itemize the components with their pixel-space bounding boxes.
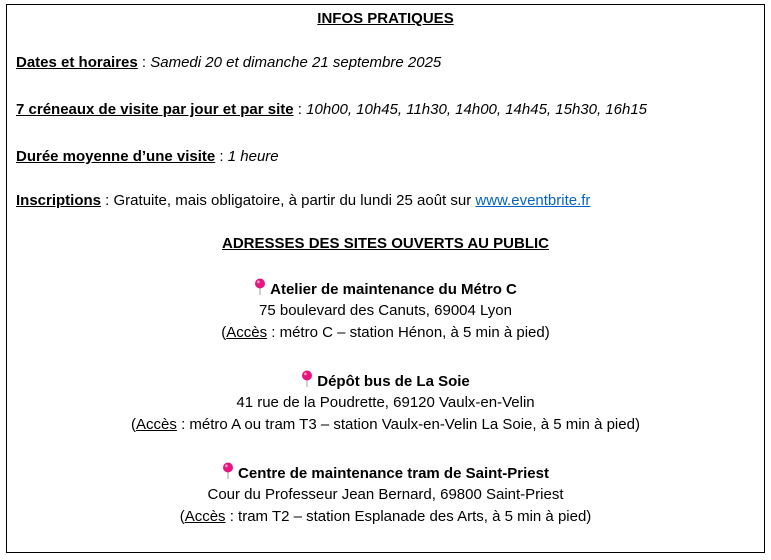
dates-separator: : — [137, 54, 151, 71]
registration-line — [16, 191, 590, 211]
duration-separator: : — [215, 148, 228, 165]
map-pin-icon — [254, 278, 266, 296]
site-2-name: Dépôt bus de La Soie — [317, 373, 470, 390]
duration-label: Durée moyenne d’une visite — [16, 148, 216, 165]
sites-heading: ADRESSES DES SITES OUVERTS AU PUBLIC — [222, 235, 549, 252]
site-1-name-line — [7, 278, 764, 301]
site-2-access — [7, 414, 764, 436]
slots-value: 10h00, 10h45, 11h30, 14h00, 14h45, 15h30, 16h15 — [306, 101, 648, 118]
site-3-access-open: ( — [179, 508, 185, 525]
site-1-access — [7, 322, 764, 344]
site-3-name-line — [7, 462, 764, 485]
slots-label: 7 créneaux de visite par jour et par site — [16, 101, 294, 118]
site-3-access-word: Accès — [184, 508, 226, 525]
dates-value: Samedi 20 et dimanche 21 septembre 2025 — [150, 54, 442, 71]
dates-label: Dates et horaires — [16, 54, 138, 71]
site-1-name: Atelier de maintenance du Métro C — [270, 281, 517, 298]
site-1-access-text: : métro C – station Hénon, à 5 min à pied) — [267, 324, 550, 341]
site-3-address: Cour du Professeur Jean Bernard, 69800 Saint-Priest — [207, 486, 564, 503]
info-box — [6, 4, 765, 553]
slots-separator: : — [293, 101, 307, 118]
site-2-access-text: : métro A ou tram T3 – station Vaulx-en-Velin La Soie, à 5 min à pied) — [176, 416, 640, 433]
site-1-access-open: ( — [221, 324, 227, 341]
slots-line — [16, 100, 647, 120]
site-2-access-word: Accès — [136, 416, 177, 433]
map-pin-icon — [301, 370, 313, 388]
site-3-access-text: : tram T2 – station Esplanade des Arts, à 5 min à pied) — [225, 508, 592, 525]
eventbrite-link[interactable]: www.eventbrite.fr — [475, 192, 591, 209]
site-2-access-open: ( — [131, 416, 137, 433]
infos-pratiques-heading: INFOS PRATIQUES — [317, 10, 454, 27]
site-3-access — [7, 506, 764, 528]
site-2-name-line — [7, 370, 764, 393]
site-1-access-word: Accès — [226, 324, 268, 341]
dates-line — [16, 53, 441, 73]
map-pin-icon — [222, 462, 234, 480]
registration-label: Inscriptions — [16, 192, 102, 209]
site-3-name: Centre de maintenance tram de Saint-Priest — [238, 465, 549, 482]
site-2-address: 41 rue de la Poudrette, 69120 Vaulx-en-Velin — [236, 394, 535, 411]
duration-value: 1 heure — [227, 148, 279, 165]
duration-line — [16, 147, 279, 167]
site-1-address: 75 boulevard des Canuts, 69004 Lyon — [259, 302, 512, 319]
registration-text: : Gratuite, mais obligatoire, à partir du lundi 25 août sur — [101, 192, 476, 209]
